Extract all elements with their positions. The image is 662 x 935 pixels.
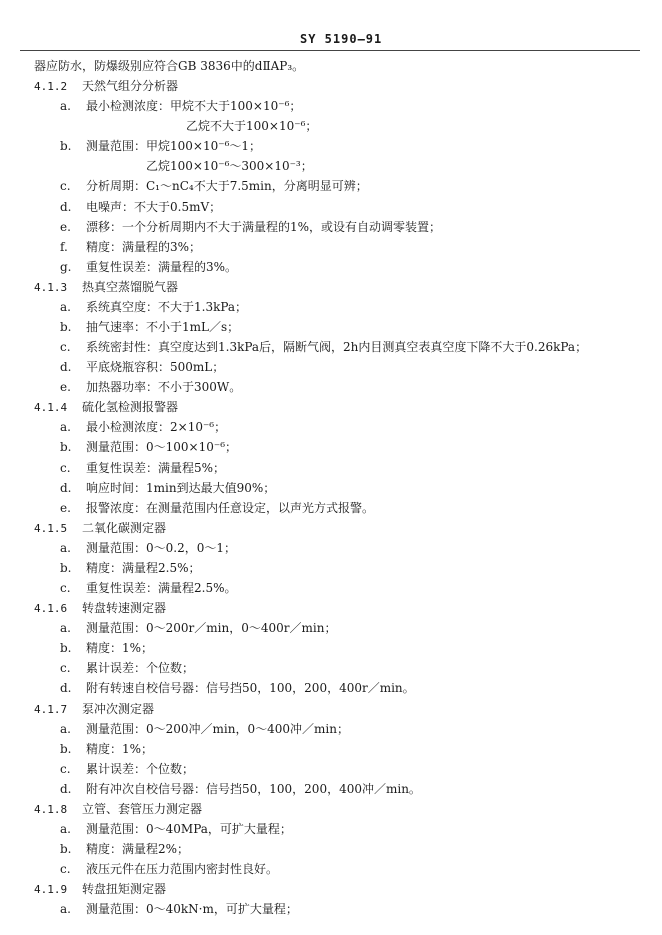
list-item-text: 测量范围：甲烷100×10⁻⁶～1； [86,139,262,154]
section-heading [34,879,644,899]
list-marker: b. [60,641,72,656]
section-heading [34,598,644,618]
list-marker: b. [60,741,72,756]
list-item [34,558,644,578]
list-item-text: 测量范围：0～200冲／min，0～400冲／min； [86,721,349,736]
list-marker: d. [60,781,72,796]
section-number: 4.1.9 [34,883,68,897]
section-number: 4.1.7 [34,702,68,716]
list-marker: c. [60,460,71,475]
list-item-continuation: 乙烷不大于100×10⁻⁶； [186,119,318,134]
list-marker: e. [60,219,71,234]
list-item-text: 附有转速自校信号器：信号挡50，100，200，400r／min。 [86,681,415,696]
list-item-text: 附有冲次自校信号器：信号挡50，100，200，400冲／min。 [86,781,421,796]
body-line: 器应防水，防爆级别应符合GB 3836中的dⅡAP₃。 [34,59,305,73]
section-heading [34,699,644,719]
list-item [34,739,644,759]
list-marker: c. [60,340,71,355]
list-item [34,538,644,558]
list-item [34,377,644,397]
list-marker: a. [60,540,71,555]
list-item-text: 累计误差：个位数； [86,661,195,676]
list-marker: b. [60,842,72,857]
list-item-text: 抽气速率：不小于1mL／s； [86,320,240,335]
list-item [34,578,644,598]
list-marker: e. [60,380,71,395]
list-marker: c. [60,862,71,877]
list-item [34,136,644,156]
section-number: 4.1.6 [34,602,68,616]
list-marker: a. [60,99,71,114]
list-item [34,658,644,678]
list-item-continuation: 乙烷100×10⁻⁶～300×10⁻³； [146,159,313,174]
list-item [34,217,644,237]
section-title: 二氧化碳测定器 [82,520,167,535]
list-item-text: 重复性误差：满量程的3%。 [86,259,238,274]
list-item [34,719,644,739]
list-item [34,678,644,698]
list-item [34,197,644,217]
section-number: 4.1.2 [34,80,68,94]
list-item [34,297,644,317]
list-marker: d. [60,360,72,375]
list-item-text: 精度：1%； [86,741,154,756]
list-item-text: 测量范围：0～100×10⁻⁶； [86,440,238,455]
list-item-text: 精度：满量程的3%； [86,239,202,254]
list-item-text: 分析周期：C₁～nC₄不大于7.5min，分离明显可辨； [86,179,368,194]
list-marker: c. [60,661,71,676]
list-item-text: 系统真空度：不大于1.3kPa； [86,299,248,314]
list-item [34,618,644,638]
list-marker: d. [60,199,72,214]
list-item [34,839,644,859]
list-marker: a. [60,821,71,836]
list-item [34,237,644,257]
list-item [34,759,644,779]
list-item-text: 漂移：一个分析周期内不大于满量程的1%，或设有自动调零装置； [86,219,442,234]
header-rule [20,50,640,51]
list-item [34,819,644,839]
list-item-text: 加热器功率：不小于300W。 [86,380,242,395]
standard-code: SY 5190—91 [300,32,383,46]
list-marker: c. [60,179,71,194]
document-body [34,56,644,919]
section-title: 热真空蒸馏脱气器 [82,279,179,294]
section-number: 4.1.8 [34,802,68,816]
list-item-text: 最小检测浓度：甲烷不大于100×10⁻⁶； [86,99,302,114]
list-item [34,317,644,337]
list-item [34,498,644,518]
list-item-text: 测量范围：0～200r／min，0～400r／min； [86,621,337,636]
list-item-text: 重复性误差：满量程2.5%。 [86,581,237,596]
section-title: 立管、套管压力测定器 [82,801,203,816]
list-item [34,257,644,277]
list-item-text: 最小检测浓度：2×10⁻⁶； [86,420,227,435]
page-header [0,0,662,52]
list-marker: e. [60,500,71,515]
list-item [34,638,644,658]
list-marker: c. [60,581,71,596]
list-item-text: 精度：满量程2%； [86,842,190,857]
list-item-text: 测量范围：0～40kN·m，可扩大量程； [86,902,298,917]
list-item [34,779,644,799]
list-item-text: 系统密封性：真空度达到1.3kPa后，隔断气阀，2h内目测真空表真空度下降不大于0.26kPa； [86,340,588,355]
list-item [34,357,644,377]
list-item [34,478,644,498]
list-marker: b. [60,440,72,455]
section-title: 硫化氢检测报警器 [82,400,179,415]
list-marker: a. [60,299,71,314]
list-marker: b. [60,320,72,335]
section-title: 转盘转速测定器 [82,601,167,616]
list-marker: c. [60,761,71,776]
section-heading [34,277,644,297]
list-item [34,417,644,437]
list-item [34,176,644,196]
list-marker: b. [60,139,72,154]
list-item [34,458,644,478]
section-number: 4.1.5 [34,521,68,535]
list-item-text: 重复性误差：满量程5%； [86,460,226,475]
list-item [34,437,644,457]
section-heading [34,76,644,96]
section-number: 4.1.3 [34,280,68,294]
section-title: 泵冲次测定器 [82,701,155,716]
list-item-text: 响应时间：1min到达最大值90%； [86,480,276,495]
section-heading [34,799,644,819]
list-item [34,899,644,919]
list-marker: a. [60,902,71,917]
list-item-text: 报警浓度：在测量范围内任意设定，以声光方式报警。 [86,500,375,515]
list-item [34,859,644,879]
list-item-text: 精度：满量程2.5%； [86,560,201,575]
list-item-text: 测量范围：0～0.2，0～1； [86,540,236,555]
list-marker: g. [60,259,72,274]
section-heading [34,397,644,417]
section-title: 转盘扭矩测定器 [82,882,167,897]
list-item-text: 精度：1%； [86,641,154,656]
list-marker: a. [60,721,71,736]
list-item-text: 平底烧瓶容积：500mL； [86,360,225,375]
list-marker: d. [60,480,72,495]
list-item-text: 液压元件在压力范围内密封性良好。 [86,862,279,877]
list-marker: a. [60,420,71,435]
list-marker: b. [60,560,72,575]
list-marker: a. [60,621,71,636]
section-title: 天然气组分分析器 [82,79,179,94]
list-item-text: 电噪声：不大于0.5mV； [86,199,222,214]
list-marker: f. [60,239,68,254]
list-item-text: 累计误差：个位数； [86,761,195,776]
list-item [34,96,644,116]
section-number: 4.1.4 [34,401,68,415]
list-item [34,337,644,357]
section-heading [34,518,644,538]
list-item-text: 测量范围：0～40MPa，可扩大量程； [86,821,292,836]
list-marker: d. [60,681,72,696]
